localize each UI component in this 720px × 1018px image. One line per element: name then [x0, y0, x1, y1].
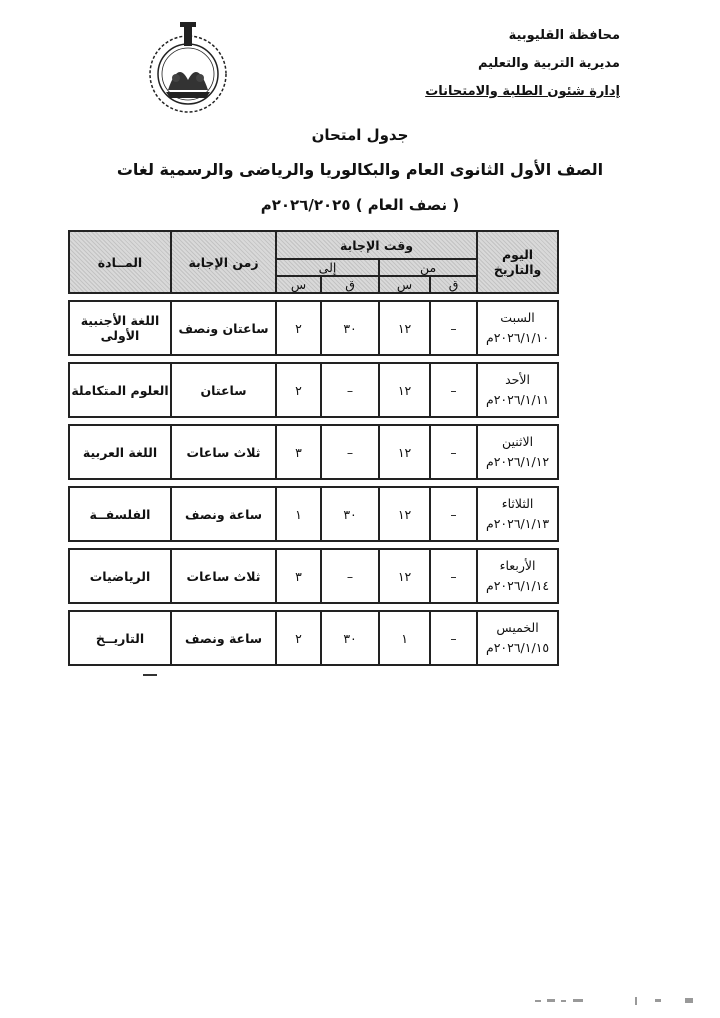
header-duration: زمن الإجابة: [171, 231, 276, 293]
from-hour-cell: ١: [379, 611, 430, 665]
duration-cell: ثلاث ساعات: [171, 425, 276, 479]
day-name: الاثنين: [501, 434, 534, 449]
exam-date: ٢٠٢٦/١/١٤م: [485, 578, 550, 593]
to-hour-cell: ٣: [276, 425, 321, 479]
spacer-cell: [69, 603, 558, 611]
from-minute-cell: –: [430, 611, 477, 665]
stray-mark: [143, 674, 157, 676]
table-row: [69, 611, 558, 665]
duration-cell: ساعة ونصف: [171, 487, 276, 541]
from-hour-cell: ١٢: [379, 301, 430, 355]
governorate-emblem-icon: [128, 20, 248, 120]
duration-cell: ثلاث ساعات: [171, 549, 276, 603]
row-spacer: [69, 541, 558, 549]
row-spacer: [69, 603, 558, 611]
from-minute-cell: –: [430, 487, 477, 541]
row-spacer: [69, 417, 558, 425]
row-spacer: [69, 479, 558, 487]
spacer-cell: [69, 541, 558, 549]
exam-schedule-table: [68, 230, 559, 666]
from-hour-cell: ١٢: [379, 549, 430, 603]
day-date-cell: [477, 549, 558, 603]
day-date-cell: [477, 425, 558, 479]
header-to: إلى: [276, 259, 379, 276]
duration-cell: ساعة ونصف: [171, 611, 276, 665]
from-minute-cell: –: [430, 425, 477, 479]
from-hour-cell: ١٢: [379, 425, 430, 479]
spacer-cell: [69, 355, 558, 363]
to-hour-cell: ٢: [276, 363, 321, 417]
duration-cell: ساعتان: [171, 363, 276, 417]
header-from: من: [379, 259, 477, 276]
to-minute-cell: ٣٠: [321, 301, 379, 355]
day-name: الأحد: [505, 372, 530, 387]
from-hour-cell: ١٢: [379, 487, 430, 541]
to-minute-cell: ٣٠: [321, 487, 379, 541]
subject-cell: اللغة الأجنبية الأولى: [69, 301, 171, 355]
day-date-cell: [477, 487, 558, 541]
term-title: ( نصف العام ) ٢٠٢٦/٢٠٢٥م: [260, 196, 460, 214]
spacer-cell: [69, 417, 558, 425]
from-minute-cell: –: [430, 363, 477, 417]
day-name: الأربعاء: [499, 558, 536, 573]
grade-title: الصف الأول الثانوى العام والبكالوريا والرياضى والرسمية لغات: [116, 160, 604, 179]
scan-noise-icon: [535, 996, 705, 1006]
day-name: الثلاثاء: [501, 496, 534, 511]
subject-cell: التاريــخ: [69, 611, 171, 665]
header-from-hour: س: [379, 276, 430, 293]
exam-date: ٢٠٢٦/١/١١م: [485, 392, 550, 407]
document-title: جدول امتحان: [311, 126, 409, 144]
exam-date: ٢٠٢٦/١/١٥م: [485, 640, 550, 655]
day-date-cell: [477, 301, 558, 355]
subject-cell: العلوم المتكاملة: [69, 363, 171, 417]
to-minute-cell: –: [321, 425, 379, 479]
header-subject: المــادة: [69, 231, 171, 293]
header-from-minute: ق: [430, 276, 477, 293]
table-row: [69, 301, 558, 355]
spacer-cell: [69, 293, 558, 301]
header-to-minute: ق: [321, 276, 379, 293]
header-day-date: اليوم والتاريخ: [477, 231, 558, 293]
day-name: السبت: [500, 310, 535, 325]
governorate-name: محافظة القليوبية: [508, 28, 620, 43]
from-minute-cell: –: [430, 549, 477, 603]
to-hour-cell: ١: [276, 487, 321, 541]
duration-cell: ساعتان ونصف: [171, 301, 276, 355]
exam-date: ٢٠٢٦/١/١٠م: [485, 330, 550, 345]
subject-cell: الرياضيات: [69, 549, 171, 603]
exam-date: ٢٠٢٦/١/١٣م: [485, 516, 550, 531]
to-minute-cell: ٣٠: [321, 611, 379, 665]
row-spacer: [69, 355, 558, 363]
to-hour-cell: ٣: [276, 549, 321, 603]
department-name: إدارة شئون الطلبة والامتحانات: [425, 84, 620, 99]
day-name: الخميس: [496, 620, 539, 635]
subject-cell: الفلسفــة: [69, 487, 171, 541]
table-row: [69, 487, 558, 541]
header-answer-time: وقت الإجابة: [276, 231, 477, 259]
directorate-name: مديرية التربية والتعليم: [477, 56, 620, 71]
day-date-cell: [477, 611, 558, 665]
table-row: [69, 549, 558, 603]
subject-cell: اللغة العربية: [69, 425, 171, 479]
to-minute-cell: –: [321, 549, 379, 603]
header-to-hour: س: [276, 276, 321, 293]
table-row: [69, 425, 558, 479]
day-date-cell: [477, 363, 558, 417]
to-minute-cell: –: [321, 363, 379, 417]
spacer-cell: [69, 479, 558, 487]
from-hour-cell: ١٢: [379, 363, 430, 417]
table-row: [69, 363, 558, 417]
exam-date: ٢٠٢٦/١/١٢م: [485, 454, 550, 469]
row-spacer: [69, 293, 558, 301]
to-hour-cell: ٢: [276, 611, 321, 665]
from-minute-cell: –: [430, 301, 477, 355]
directorate-header: [420, 22, 620, 106]
to-hour-cell: ٢: [276, 301, 321, 355]
